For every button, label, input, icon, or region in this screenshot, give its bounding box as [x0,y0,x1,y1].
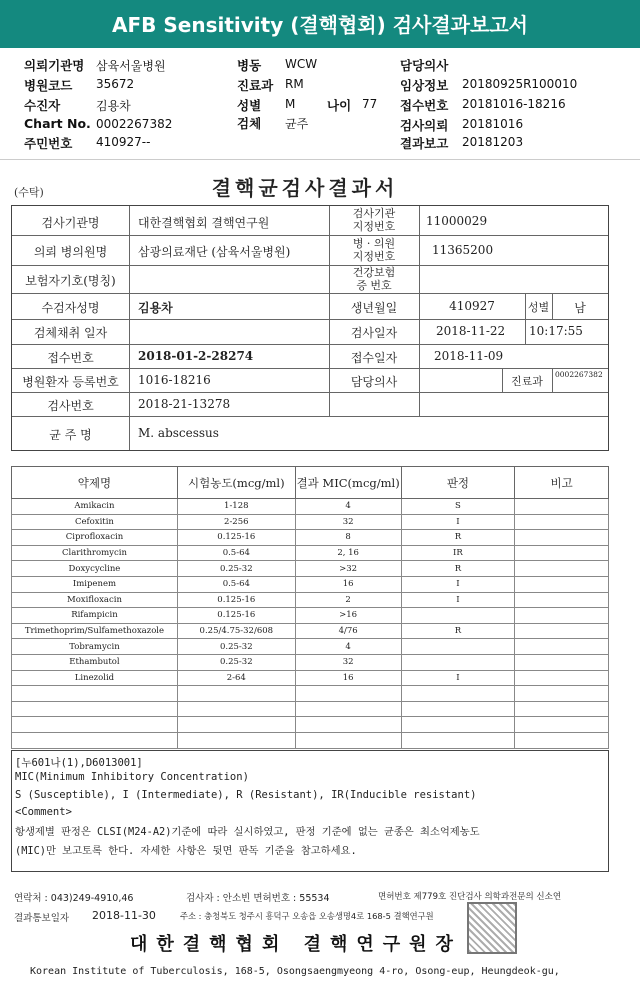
r3-label2: 건강보험 증 번호 [352,266,396,292]
cell-judge [401,732,515,748]
table-row [12,717,609,733]
doctor-label: 담당의사 [400,58,449,73]
cell-conc: 0.125-16 [177,530,295,546]
test-label: 검체 [237,116,262,131]
r4-value2: 410927 [449,299,495,313]
cell-drug: Clarithromycin [12,545,178,561]
r6-label2: 접수일자 [350,351,398,365]
sex-label: 성별 [237,98,262,113]
cell-judge [401,701,515,717]
consign-mark: (수탁) [14,186,44,199]
cell-judge: I [401,514,515,530]
table-header-row [12,467,609,499]
document-title: 결핵균검사결과서 [211,176,399,200]
r8-label: 검사번호 [47,399,94,413]
note-line-4: <Comment> [15,806,72,818]
cell-judge [401,639,515,655]
patient-value: 김용차 [96,99,131,113]
r1-label: 검사기관명 [41,216,100,230]
r1-value2: 11000029 [426,214,488,228]
drug-sensitivity-table [11,466,609,749]
report-label: 결과보고 [400,136,449,151]
dept-label: 진료과 [237,78,274,93]
note-line-6: (MIC)만 보고토록 한다. 자세한 사항은 뒷면 판독 기준을 참고하세요. [15,845,357,857]
institute-name: 대한결핵협회 결핵연구원장 [130,934,462,955]
col-drug-header: 약제명 [12,467,178,499]
cell-drug: Ciprofloxacin [12,530,178,546]
cell-note [515,545,609,561]
r2-label2: 병 · 의원 지정번호 [352,237,396,263]
table-row [12,654,609,670]
cell-note [515,514,609,530]
cell-mic: >32 [295,561,401,577]
cell-note [515,670,609,686]
cell-drug: Tobramycin [12,639,178,655]
table-row [12,530,609,546]
info-grid [11,205,609,451]
cell-drug [12,732,178,748]
cell-conc: 0.5-64 [177,545,295,561]
cell-conc [177,732,295,748]
cell-mic: 8 [295,530,401,546]
cell-conc: 2-256 [177,514,295,530]
r5-label2: 검사일자 [350,326,398,340]
cell-drug: Ethambutol [12,654,178,670]
r4-value: 김용차 [138,301,173,315]
cell-drug: Rifampicin [12,608,178,624]
cell-drug: Amikacin [12,499,178,515]
r5-label: 검체채취 일자 [33,326,108,340]
r7-label: 병원환자 등록번호 [22,375,119,389]
r2-value: 삼광의료재단 (삼육서울병원) [138,245,291,259]
cell-mic [295,686,401,702]
table-row [12,561,609,577]
ward-label: 병동 [237,58,262,73]
cell-note [515,701,609,717]
rrn-value: 410927-- [96,135,151,149]
cell-mic: 4/76 [295,623,401,639]
note-line-1: [누601나(1),D6013001] [15,757,143,769]
cell-note [515,717,609,733]
r4-label: 수검자성명 [41,301,100,315]
r8-value: 2018-21-13278 [138,397,231,411]
cell-judge: I [401,592,515,608]
clinic-label: 임상정보 [400,78,449,93]
footer-address: 주소 : 충청북도 청주시 흥덕구 오송읍 오송생명4로 168-5 결핵연구원 [180,911,434,921]
table-row [12,499,609,515]
inst-value: 삼육서울병원 [96,59,166,73]
cell-drug: Cefoxitin [12,514,178,530]
table-row [12,701,609,717]
cell-conc [177,686,295,702]
notes-box [11,750,609,872]
footer-date-value: 2018-11-30 [92,909,156,922]
cell-note [515,530,609,546]
cell-conc: 1-128 [177,499,295,515]
test-value: 균주 [285,117,309,131]
r6-value2: 2018-11-09 [434,349,504,363]
cell-drug: Trimethoprim/Sulfamethoxazole [12,623,178,639]
r4-value3: 남 [574,301,586,315]
cell-conc: 0.25-32 [177,654,295,670]
cell-note [515,639,609,655]
col-note-header: 비고 [515,467,609,499]
cell-conc: 0.125-16 [177,592,295,608]
age-label: 나이 [327,98,352,113]
cell-judge [401,654,515,670]
cell-drug: Moxifloxacin [12,592,178,608]
table-row [12,732,609,748]
rrn-label: 주민번호 [24,136,73,151]
sex-value: M [285,97,296,111]
cell-judge: S [401,499,515,515]
code-value: 35672 [96,77,135,91]
cell-mic: 16 [295,670,401,686]
cell-drug: Imipenem [12,576,178,592]
cell-judge [401,608,515,624]
cell-drug [12,686,178,702]
cell-conc [177,717,295,733]
official-seal-icon [467,902,517,954]
r3-label: 보험자기호(명칭) [25,274,116,288]
cell-judge [401,717,515,733]
cell-note [515,561,609,577]
table-row [12,576,609,592]
cell-mic [295,701,401,717]
r2-value2: 11365200 [432,243,494,257]
cell-mic: >16 [295,608,401,624]
cell-note [515,623,609,639]
cell-conc: 2-64 [177,670,295,686]
table-row [12,639,609,655]
r7-label2: 담당의사 [350,375,398,389]
col-conc-header: 시험농도(mcg/ml) [177,467,295,499]
ward-value: WCW [285,57,318,71]
r1-value: 대한결핵협회 결핵연구원 [138,216,270,230]
patient-meta [0,48,640,160]
cell-conc: 0.25/4.75-32/608 [177,623,295,639]
r4-label2: 생년월일 [350,301,398,315]
r5-value2: 2018-11-22 [436,324,506,338]
cell-note [515,654,609,670]
age-value: 77 [362,97,378,111]
r9-label: 균 주 명 [49,428,92,442]
cell-drug: Doxycycline [12,561,178,577]
req-value: 20181016 [462,117,524,131]
cell-mic [295,732,401,748]
r4-label3: 성별 [527,301,550,314]
cell-judge: IR [401,545,515,561]
table-row [12,608,609,624]
cell-judge: R [401,561,515,577]
note-line-3: S (Susceptible), I (Intermediate), R (Resistant), IR(Inducible resistant) [15,789,477,801]
cell-conc: 0.5-64 [177,576,295,592]
table-row [12,592,609,608]
r7-value3: 0002267382 [555,370,603,379]
col-mic-header: 결과 MIC(mcg/ml) [295,467,401,499]
cell-mic: 32 [295,514,401,530]
chart-label: Chart No. [24,116,91,131]
cell-judge: I [401,576,515,592]
col-judge-header: 판정 [401,467,515,499]
chart-value: 0002267382 [96,117,173,131]
cell-judge: R [401,530,515,546]
cell-judge: I [401,670,515,686]
cell-note [515,576,609,592]
dept-value: RM [285,77,304,91]
req-label: 검사의뢰 [400,118,449,133]
cell-note [515,592,609,608]
report-value: 20181203 [462,135,524,149]
note-line-5: 항생제별 판정은 CLSI(M24-A2)기준에 따라 실시하였고, 판정 기준에 없는 균종은 최소억제농도 [15,826,480,838]
footer-english-address: Korean Institute of Tuberculosis, 168-5, Osongsaengmyeong 4-ro, Osong-eup, Heungdeok-gu, [30,966,560,977]
code-label: 병원코드 [24,78,73,93]
r6-label: 접수번호 [47,351,94,365]
cell-drug [12,701,178,717]
cell-note [515,608,609,624]
cell-conc: 0.25-32 [177,561,295,577]
clinic-value: 20180925R100010 [462,77,578,91]
r1-label2: 검사기관 지정번호 [352,207,396,233]
r5-value3: 10:17:55 [529,324,583,338]
table-row [12,545,609,561]
cell-conc: 0.25-32 [177,639,295,655]
cell-mic [295,717,401,733]
cell-note [515,686,609,702]
cell-mic: 2, 16 [295,545,401,561]
cell-judge [401,686,515,702]
footer-license: 면허번호 제779호 진단검사 의학과전문의 신소연 [378,892,562,902]
footer-examiner: 검사자 : 안소빈 면허번호 : 55534 [186,893,330,904]
cell-judge: R [401,623,515,639]
cell-mic: 4 [295,639,401,655]
report-title: AFB Sensitivity (결핵협회) 검사결과보고서 [0,0,640,48]
scanned-document [0,160,640,1000]
r7-value: 1016-18216 [138,373,211,387]
recno-label: 접수번호 [400,98,449,113]
cell-drug [12,717,178,733]
table-row [12,514,609,530]
patient-label: 수진자 [24,98,61,113]
cell-drug: Linezolid [12,670,178,686]
note-line-2: MIC(Minimum Inhibitory Concentration) [15,771,249,783]
recno-value: 20181016-18216 [462,97,566,111]
footer-date-label: 결과통보일자 [14,913,70,924]
cell-mic: 4 [295,499,401,515]
cell-note [515,499,609,515]
r2-label: 의뢰 병의원명 [33,245,108,259]
cell-conc [177,701,295,717]
table-row [12,623,609,639]
table-row [12,670,609,686]
cell-note [515,732,609,748]
cell-conc: 0.125-16 [177,608,295,624]
cell-mic: 2 [295,592,401,608]
footer-contact: 연락처 : 043)249-4910,46 [14,893,134,904]
r6-value: 2018-01-2-28274 [138,349,254,363]
cell-mic: 16 [295,576,401,592]
table-row [12,686,609,702]
inst-label: 의뢰기관명 [24,58,85,73]
r7-label3: 진료과 [511,375,543,388]
cell-mic: 32 [295,654,401,670]
r9-value: M. abscessus [138,426,219,440]
